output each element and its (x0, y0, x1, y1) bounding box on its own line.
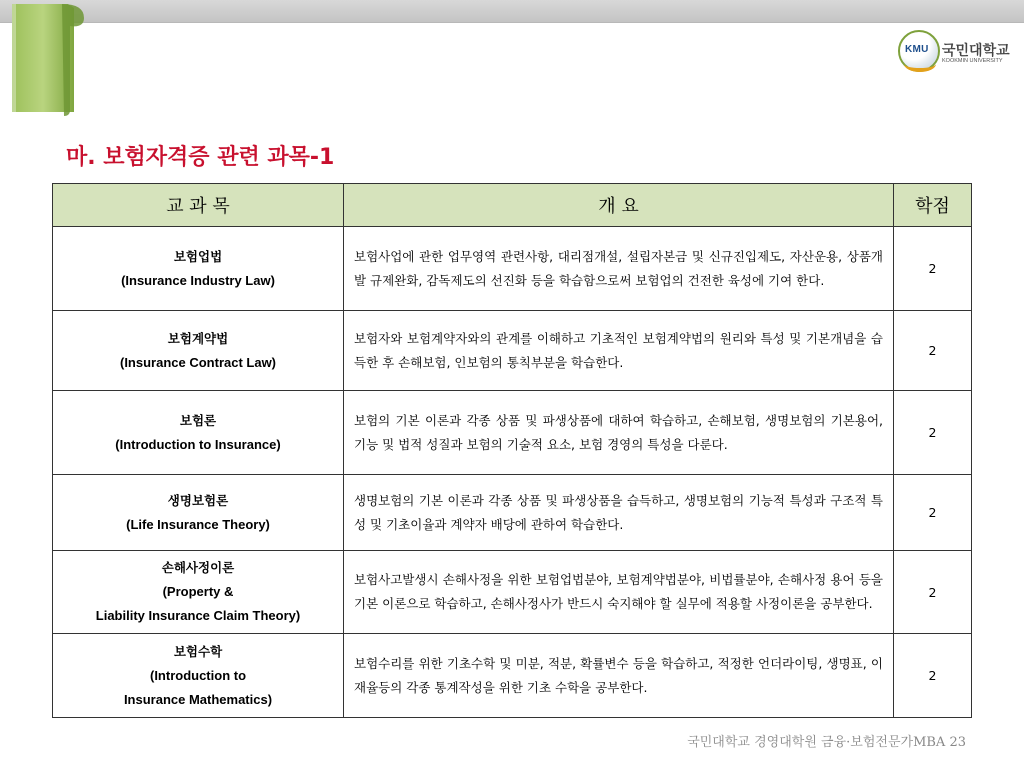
course-name-en: (Insurance Industry Law) (121, 272, 275, 288)
course-name-kr: 보험업법 (173, 248, 223, 264)
course-name-kr: 생명보험론 (167, 492, 229, 508)
kmu-emblem-icon (898, 30, 940, 72)
course-name-cell (53, 551, 344, 634)
course-overview: 보험수리를 위한 기초수학 및 미분, 적분, 확률변수 등을 학습하고, 적정한 언더라이팅, 생명표, 이재율등의 각종 통계작성을 위한 기초 수학을 공부한다. (344, 634, 894, 718)
header-course: 교 과 목 (53, 184, 344, 227)
course-name-cell (53, 227, 344, 311)
course-name-en: Liability Insurance Claim Theory) (95, 608, 301, 623)
table-row (53, 227, 972, 311)
course-name-en: (Property & (162, 584, 234, 599)
course-credit: 2 (894, 634, 972, 718)
top-bar (0, 0, 1024, 23)
course-credit: 2 (894, 475, 972, 551)
table-row (53, 475, 972, 551)
course-name-kr: 손해사정이론 (161, 560, 235, 575)
course-name-en: (Insurance Contract Law) (119, 354, 277, 370)
course-name-en: (Life Insurance Theory) (126, 516, 270, 532)
table-row (53, 311, 972, 391)
table-header-row (53, 184, 972, 227)
footer-text: 국민대학교 경영대학원 금융·보험전문가MBA 23 (687, 735, 966, 750)
course-name-en: (Introduction to (149, 667, 247, 683)
logo-mark: KMU (905, 44, 929, 55)
course-credit: 2 (894, 227, 972, 311)
course-overview: 보험자와 보험계약자와의 관계를 이해하고 기초적인 보험계약법의 원리와 특성 및 기본개념을 습득한 후 손해보험, 인보험의 통칙부분을 학습한다. (344, 311, 894, 391)
page-title: 마. 보험자격증 관련 과목-1 (66, 145, 335, 170)
course-credit: 2 (894, 311, 972, 391)
course-table (52, 183, 972, 718)
course-credit: 2 (894, 551, 972, 634)
course-overview: 생명보험의 기본 이론과 각종 상품 및 파생상품을 습득하고, 생명보험의 기능적 특성과 구조적 특성 및 기초이율과 계약자 배당에 관하여 학습한다. (344, 475, 894, 551)
course-name-cell (53, 391, 344, 475)
course-name-kr: 보험론 (179, 412, 217, 428)
course-overview: 보험의 기본 이론과 각종 상품 및 파생상품에 대하여 학습하고, 손해보험, 생명보험의 기본용어, 기능 및 법적 성질과 보험의 기술적 요소, 보험 경영의 특성을 다룬다. (344, 391, 894, 475)
table-row (53, 391, 972, 475)
course-name-cell (53, 634, 344, 718)
course-name-en: Insurance Mathematics) (123, 691, 273, 707)
header-overview: 개 요 (344, 184, 894, 227)
table-row (53, 634, 972, 718)
course-name-kr: 보험수학 (173, 643, 223, 659)
course-name-cell (53, 475, 344, 551)
logo-name-en: KOOKMIN UNIVERSITY (942, 58, 1003, 64)
course-name-en: (Introduction to Insurance) (115, 436, 281, 452)
header-credit: 학점 (894, 184, 972, 227)
table-row (53, 551, 972, 634)
course-overview: 보험사고발생시 손해사정을 위한 보험업법분야, 보험계약법분야, 비법률분야, 손해사정 용어 등을 기본 이론으로 학습하고, 손해사정사가 반드시 숙지해야 할 실무에 적용할 사정이론을 공부한다. (344, 551, 894, 634)
green-ribbon-decoration (8, 0, 88, 118)
course-overview: 보험사업에 관한 업무영역 관련사항, 대리점개설, 설립자본금 및 신규진입제도, 자산운용, 상품개발 규제완화, 감독제도의 선진화 등을 학습함으로써 보험업의 건전한 육성에 기여 한다. (344, 227, 894, 311)
university-logo (898, 30, 1018, 74)
course-credit: 2 (894, 391, 972, 475)
course-name-cell (53, 311, 344, 391)
course-name-kr: 보험계약법 (167, 330, 229, 346)
logo-name-kr: 국민대학교 (942, 43, 1010, 59)
